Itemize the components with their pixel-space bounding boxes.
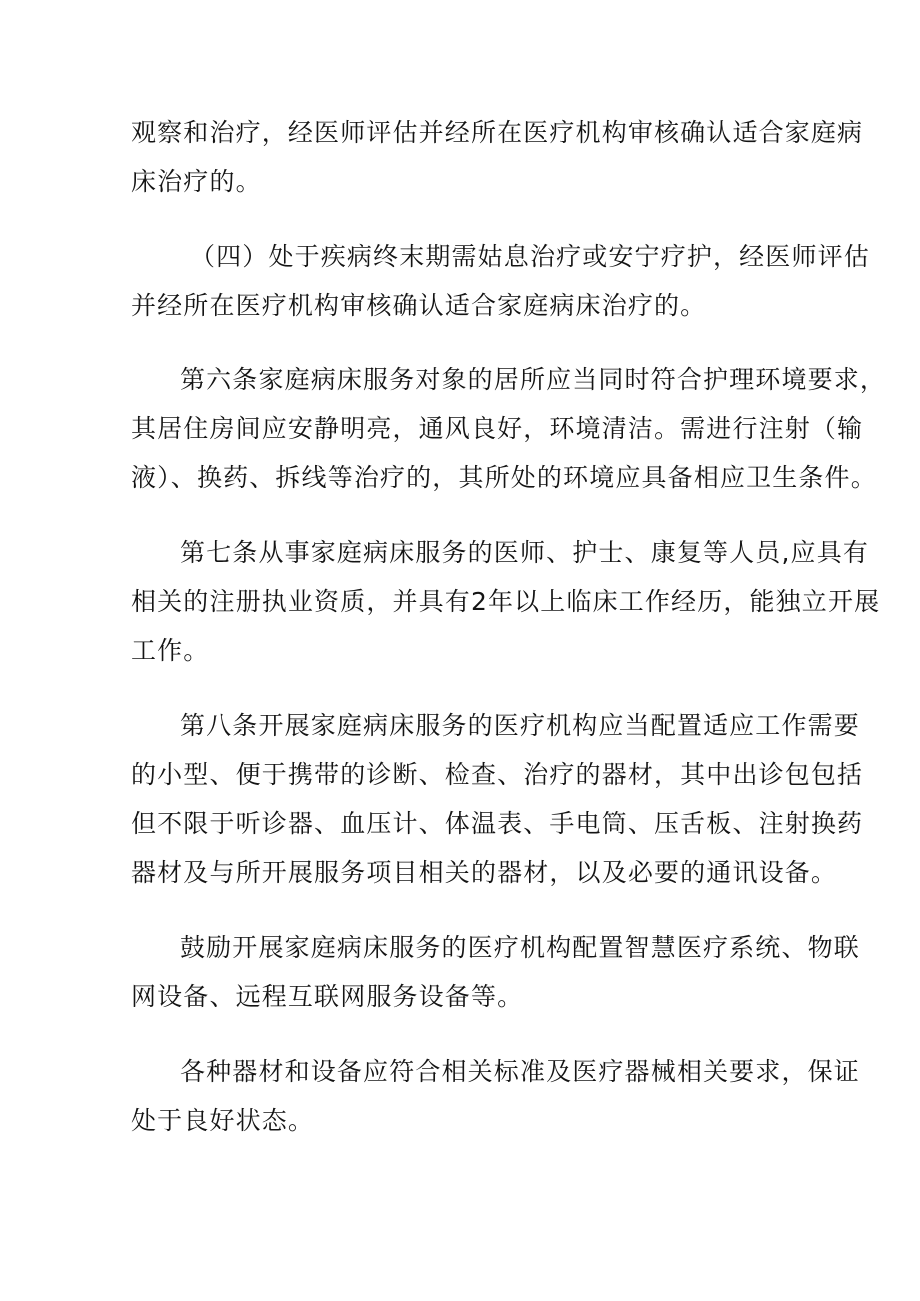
text-line: 第八条开展家庭病床服务的医疗机构应当配置适应工作需要 (180, 711, 860, 740)
text-line: 处于良好状态。 (131, 1106, 315, 1135)
text-line: 液）、换药、拆线等治疗的，其所处的环境应具备相应卫生条件。 (131, 463, 877, 492)
text-line: 但不限于听诊器、血压计、体温表、手电筒、压舌板、注射换药 (131, 809, 864, 838)
text-line: 并经所在医疗机构审核确认适合家庭病床治疗的。 (131, 291, 707, 320)
text-line: 鼓励开展家庭病床服务的医疗机构配置智慧医疗系统、物联 (180, 933, 860, 962)
text-line: 观察和治疗，经医师评估并经所在医疗机构审核确认适合家庭病 (131, 118, 864, 147)
text-line: 床治疗的。 (131, 167, 262, 196)
text-line: 各种器材和设备应符合相关标准及医疗器械相关要求，保证 (180, 1057, 860, 1086)
text-line: 器材及与所开展服务项目相关的器材，以及必要的通讯设备。 (131, 858, 838, 887)
text-line: 第六条家庭病床服务对象的居所应当同时符合护理环境要求， (180, 365, 887, 394)
text-line: 相关的注册执业资质，并具有2年以上临床工作经历，能独立开展 (131, 587, 881, 616)
text-line: （四）处于疾病终末期需姑息治疗或安宁疗护，经医师评估 (190, 242, 870, 271)
text-line: 网设备、远程互联网服务设备等。 (131, 982, 524, 1011)
text-line: 工作。 (131, 636, 210, 665)
text-line: 第七条从事家庭病床服务的医师、护士、康复等人员,应具有 (180, 538, 869, 567)
text-line: 其居住房间应安静明亮，通风良好，环境清洁。需进行注射（输 (131, 414, 864, 443)
text-line: 的小型、便于携带的诊断、检查、治疗的器材，其中出诊包包括 (131, 760, 864, 789)
